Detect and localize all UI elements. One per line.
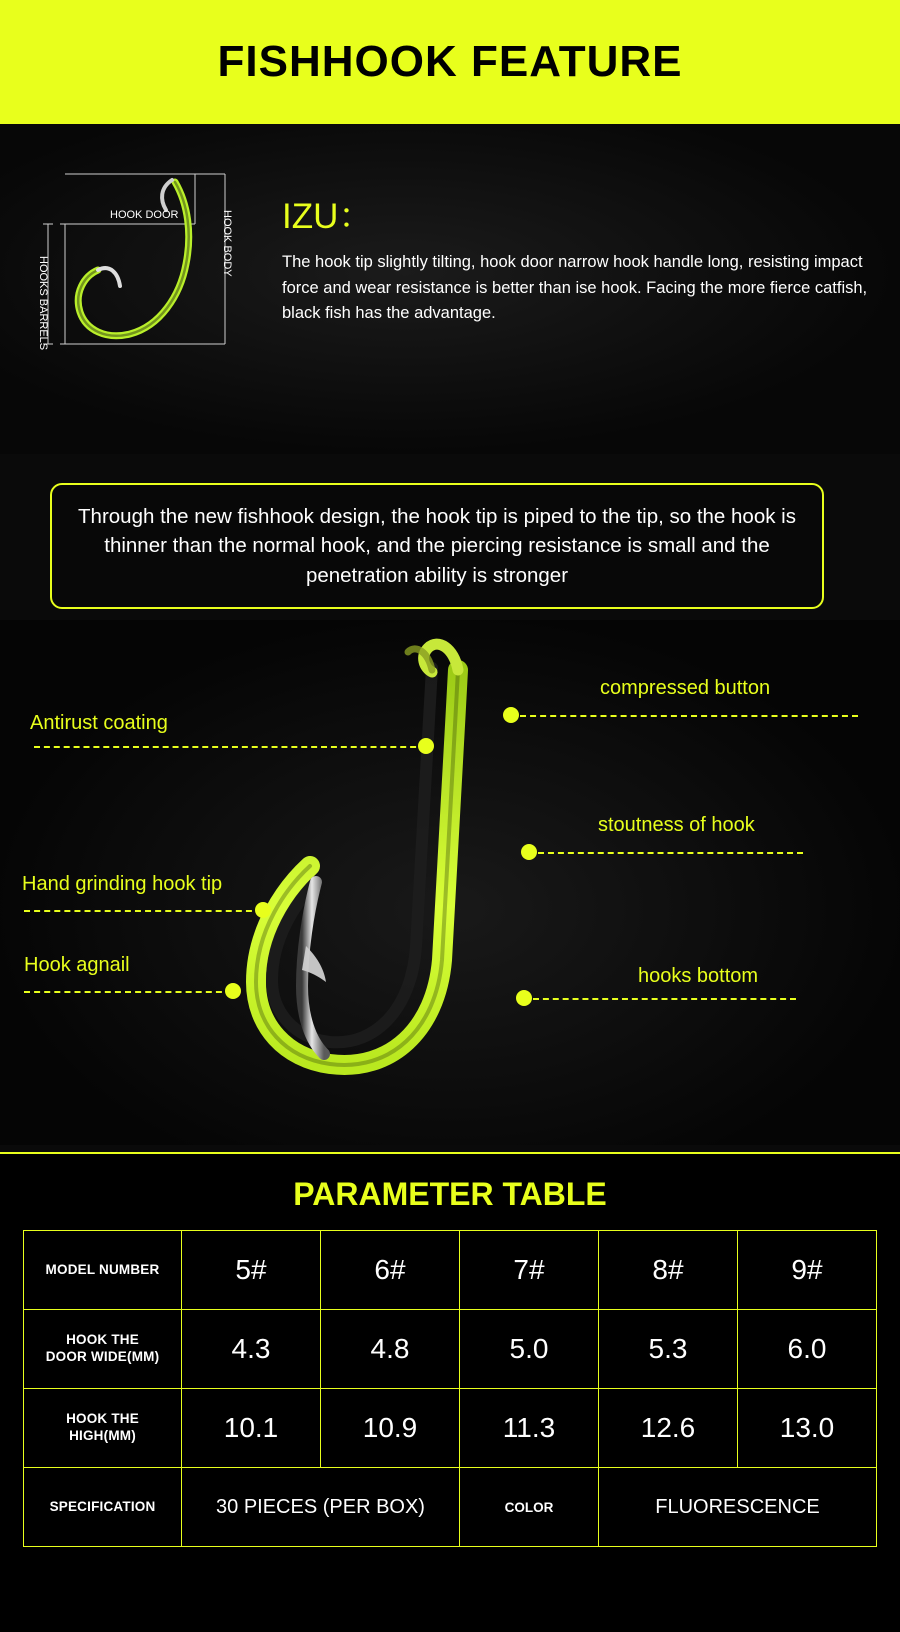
diagram-label-hook-door: HOOK DOOR: [110, 209, 179, 221]
annotation-dot-antirust-coating: [418, 738, 434, 754]
cell-model-7: 7#: [460, 1231, 599, 1310]
cell-door-wide-8: 5.3: [599, 1310, 738, 1389]
annotation-hook-agnail: Hook agnail: [24, 954, 130, 976]
annotation-dot-hooks-bottom: [516, 990, 532, 1006]
row-label-hook-high: [24, 1389, 182, 1468]
page-title: FISHHOOK FEATURE: [217, 37, 683, 86]
row-label-color: COLOR: [460, 1468, 599, 1547]
annotation-line-stoutness-of-hook: [538, 852, 803, 854]
cell-hook-high-9: 13.0: [738, 1389, 877, 1468]
cell-specification-value: 30 PIECES (PER BOX): [182, 1468, 460, 1547]
cell-hook-high-5: 10.1: [182, 1389, 321, 1468]
cell-door-wide-5: 4.3: [182, 1310, 321, 1389]
annotation-hand-grinding-hook-tip: Hand grinding hook tip: [22, 873, 223, 895]
cell-door-wide-7: 5.0: [460, 1310, 599, 1389]
annotation-hooks-bottom: hooks bottom: [638, 965, 759, 987]
cell-model-8: 8#: [599, 1231, 738, 1310]
row-label-door-wide: [24, 1310, 182, 1389]
izu-text-block: [282, 199, 872, 327]
diagram-label-hooks-barrels: HOOKS BARRELS: [37, 256, 49, 351]
cell-door-wide-9: 6.0: [738, 1310, 877, 1389]
row-label-model-number: MODEL NUMBER: [24, 1231, 182, 1310]
annotation-antirust-coating: Antirust coating: [30, 712, 168, 734]
annotation-compressed-button: compressed button: [600, 677, 771, 699]
row-label-line2: HIGH(MM): [69, 1428, 136, 1443]
cell-hook-high-7: 11.3: [460, 1389, 599, 1468]
parameter-table-title: PARAMETER TABLE: [293, 1176, 607, 1212]
annotation-stoutness-of-hook: stoutness of hook: [598, 814, 755, 836]
row-label-specification: SPECIFICATION: [24, 1468, 182, 1547]
izu-section: [0, 124, 900, 454]
design-callout-text: Through the new fishhook design, the hook tip is piped to the tip, so the hook is thinner than the normal hook, and the piercing resistance is small and the penetration ability is stronger: [78, 505, 796, 587]
annotated-hook-section: [0, 620, 900, 1145]
cell-door-wide-6: 4.8: [321, 1310, 460, 1389]
header-banner: [0, 0, 900, 124]
hook-anatomy-diagram: [10, 164, 260, 384]
annotation-dot-hook-agnail: [225, 983, 241, 999]
cell-model-6: 6#: [321, 1231, 460, 1310]
hook-illustration: [190, 630, 610, 1120]
parameter-table: [23, 1230, 877, 1547]
annotation-dot-hand-grinding-hook-tip: [255, 902, 271, 918]
cell-color-value: FLUORESCENCE: [599, 1468, 877, 1547]
cell-hook-high-6: 10.9: [321, 1389, 460, 1468]
cell-model-5: 5#: [182, 1231, 321, 1310]
annotation-dot-compressed-button: [503, 707, 519, 723]
annotation-line-compressed-button: [520, 715, 858, 717]
row-label-line1: HOOK THE: [66, 1411, 139, 1427]
annotation-line-hooks-bottom: [533, 998, 796, 1000]
izu-heading: IZU：: [282, 197, 374, 236]
annotation-line-antirust-coating: [34, 746, 426, 748]
parameter-table-section: [0, 1152, 900, 1632]
design-callout-box: [50, 483, 824, 609]
table-row: [24, 1310, 877, 1389]
row-label-line2: DOOR WIDE(MM): [45, 1349, 160, 1364]
izu-description: The hook tip slightly tilting, hook door narrow hook handle long, resisting impact force and wear resistance is better than ise hook. Facing the more fierce catfish, black fish has the advantage.: [282, 253, 868, 323]
annotation-line-hook-agnail: [24, 991, 232, 993]
table-row: [24, 1231, 877, 1310]
cell-model-9: 9#: [738, 1231, 877, 1310]
diagram-label-hook-body: HOOK BODY: [221, 210, 233, 277]
table-row: [24, 1389, 877, 1468]
annotation-line-hand-grinding-hook-tip: [24, 910, 262, 912]
row-label-line1: HOOK THE: [66, 1332, 139, 1348]
table-row: [24, 1468, 877, 1547]
annotation-dot-stoutness-of-hook: [521, 844, 537, 860]
cell-hook-high-8: 12.6: [599, 1389, 738, 1468]
